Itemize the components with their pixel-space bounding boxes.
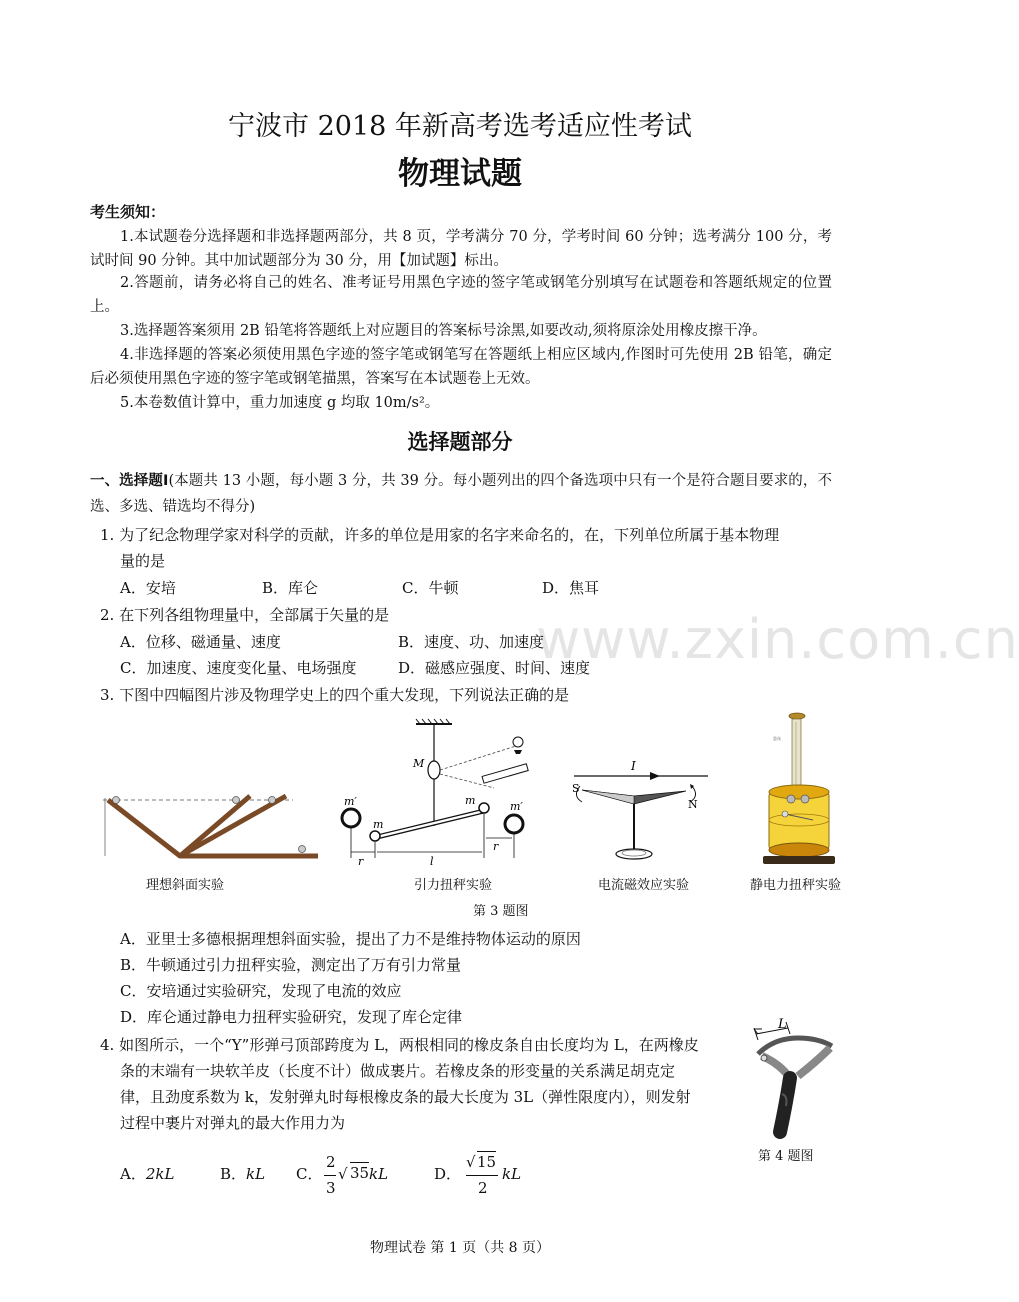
q4-option-a <box>120 1162 174 1186</box>
q4-option-a-label: A． <box>120 1165 146 1183</box>
slingshot-figure <box>740 1016 840 1140</box>
figure-4-label: 第 4 题图 <box>758 1149 814 1164</box>
notice-item-3: 3.选择题答案须用 2B 铅笔将答题纸上对应题目的答案标号涂黑,如要改动,须将原涂处用橡皮擦干净。 <box>120 323 767 339</box>
page-footer: 物理试卷 第 1 页（共 8 页） <box>369 1240 551 1256</box>
caption-torsion-balance: 引力扭秤实验 <box>414 878 493 893</box>
q4-line3: 律，且劲度系数为 k，发射弹丸时每根橡皮条的最大长度为 3L（弹性限度内），则发射 <box>120 1088 691 1106</box>
q1-line1: 1. 为了纪念物理学家对科学的贡献，许多的单位是用家的名字来命名的，在，下列单位所属于基本物理 <box>100 526 780 544</box>
q4-option-b <box>220 1162 265 1186</box>
label-current-I: I <box>631 759 636 773</box>
q4-option-c-denominator: 3 <box>326 1179 336 1197</box>
q4-option-d-denominator: 2 <box>478 1179 488 1197</box>
q4-option-d-radical-sign: √ <box>466 1153 476 1171</box>
inclined-plane-figure <box>98 788 323 860</box>
notice-item-4: 4.非选择题的答案必须使用黑色字迹的签字笔或钢笔写在答题纸上相应区域内,作图时可先使用 2B 铅笔，确定后必须使用黑色字迹的签字笔或钢笔描黑，答案写在本试题卷上无效。 <box>90 347 832 387</box>
label-M: M <box>413 757 425 770</box>
svg-text:悬丝: 悬丝 <box>773 736 781 741</box>
q4-line2: 条的末端有一块软羊皮（长度不计）做成裹片。若橡皮条的形变量的关系满足胡克定 <box>120 1062 676 1080</box>
notice-item-5: 5.本卷数值计算中，重力加速度 g 均取 10m/s²。 <box>120 395 440 411</box>
q3-option-d: D．库仑通过静电力扭秤实验研究，发现了库仑定律 <box>120 1008 463 1026</box>
q2-option-b: B．速度、功、加速度 <box>398 633 545 651</box>
q4-option-a-expr: 2kL <box>145 1165 175 1183</box>
q3-stem: 3. 下图中四幅图片涉及物理学史上的四个重大发现，下列说法正确的是 <box>100 686 570 704</box>
caption-current-magnetic: 电流磁效应实验 <box>598 878 690 893</box>
current-magnetic-effect-figure <box>566 758 716 866</box>
exam-subtitle: 物理试题 <box>398 156 522 192</box>
q2-stem: 2. 在下列各组物理量中，全部属于矢量的是 <box>100 606 390 624</box>
q4-option-c-radical-sign: √ <box>338 1165 348 1183</box>
q4-option-b-label: B． <box>220 1165 247 1183</box>
caption-inclined-plane: 理想斜面实验 <box>146 878 225 893</box>
part1-heading-bold: 一、选择题Ⅰ <box>90 473 169 489</box>
label-m-left: m <box>373 818 384 831</box>
q1-line2: 量的是 <box>120 552 166 570</box>
q1-option-b: B．库仑 <box>262 579 319 597</box>
notice-heading: 考生须知： <box>90 203 166 221</box>
q1-option-d: D．焦耳 <box>542 579 600 597</box>
watermark: www.zxin.com.cn <box>536 608 1019 671</box>
part1-heading <box>90 468 832 520</box>
label-m-prime-right: m′ <box>510 800 523 813</box>
label-r-right: r <box>493 840 499 853</box>
exam-title: 宁波市 2018 年新高考选考适应性考试 <box>228 111 692 142</box>
figure-3-label: 第 3 题图 <box>473 904 529 919</box>
q2-option-d: D．磁感应强度、时间、速度 <box>398 659 591 677</box>
q2-option-a: A．位移、磁通量、速度 <box>120 633 281 651</box>
q3-option-a: A．亚里士多德根据理想斜面实验，提出了力不是维持物体运动的原因 <box>120 930 581 948</box>
q4-option-c-label: C． <box>296 1165 323 1183</box>
label-S: S <box>572 782 580 795</box>
notice-item-2: 2.答题前，请务必将自己的姓名、准考证号用黑色字迹的签字笔或钢笔分别填写在试题卷和答题纸规定的位置上。 <box>90 275 832 315</box>
electrostatic-torsion-balance-figure <box>755 710 847 868</box>
caption-electrostatic: 静电力扭秤实验 <box>750 878 842 893</box>
q4-option-c-radicand: 35 <box>350 1164 370 1182</box>
torsion-balance-figure <box>334 718 539 868</box>
label-l: l <box>430 855 434 868</box>
q4-option-d-radicand: 15 <box>477 1153 497 1171</box>
part1-heading-rest: (本题共 13 小题，每小题 3 分，共 39 分。每小题列出的四个备选项中只有一个是符合题目要求的，不选、多选、错选均不得分) <box>90 473 832 515</box>
q1-option-a: A．安培 <box>120 579 176 597</box>
label-m-right: m <box>465 794 476 807</box>
section-title: 选择题部分 <box>407 430 513 454</box>
q4-option-c-tail: kL <box>369 1165 389 1183</box>
q4-option-c-numerator: 2 <box>326 1153 336 1171</box>
label-r-left: r <box>358 855 364 868</box>
q4-option-b-expr: kL <box>246 1165 266 1183</box>
q4-option-d-label: D． <box>434 1165 462 1183</box>
q4-line1: 4. 如图所示，一个“Y”形弹弓顶部跨度为 L，两根相同的橡皮条自由长度均为 L，在两橡皮 <box>100 1036 699 1054</box>
notice-item-1: 1.本试题卷分选择题和非选择题两部分，共 8 页，学考满分 70 分，学考时间 60 分钟；选考满分 100 分，考试时间 90 分钟。其中加试题部分为 30 分，用【加试题】标出。 <box>90 229 832 269</box>
label-m-prime-left: m′ <box>344 795 357 808</box>
q4-option-d <box>434 1150 544 1202</box>
label-N: N <box>688 798 698 811</box>
q3-option-b: B．牛顿通过引力扭秤实验，测定出了万有引力常量 <box>120 956 462 974</box>
q3-option-c: C．安培通过实验研究，发现了电流的效应 <box>120 982 402 1000</box>
slingshot-label-L: L <box>778 1017 787 1032</box>
q4-option-d-tail: kL <box>502 1165 522 1183</box>
q4-line4: 过程中裹片对弹丸的最大作用力为 <box>120 1114 346 1132</box>
q1-option-c: C．牛顿 <box>402 579 459 597</box>
q4-option-c <box>296 1150 406 1202</box>
q2-option-c: C．加速度、速度变化量、电场强度 <box>120 659 357 677</box>
